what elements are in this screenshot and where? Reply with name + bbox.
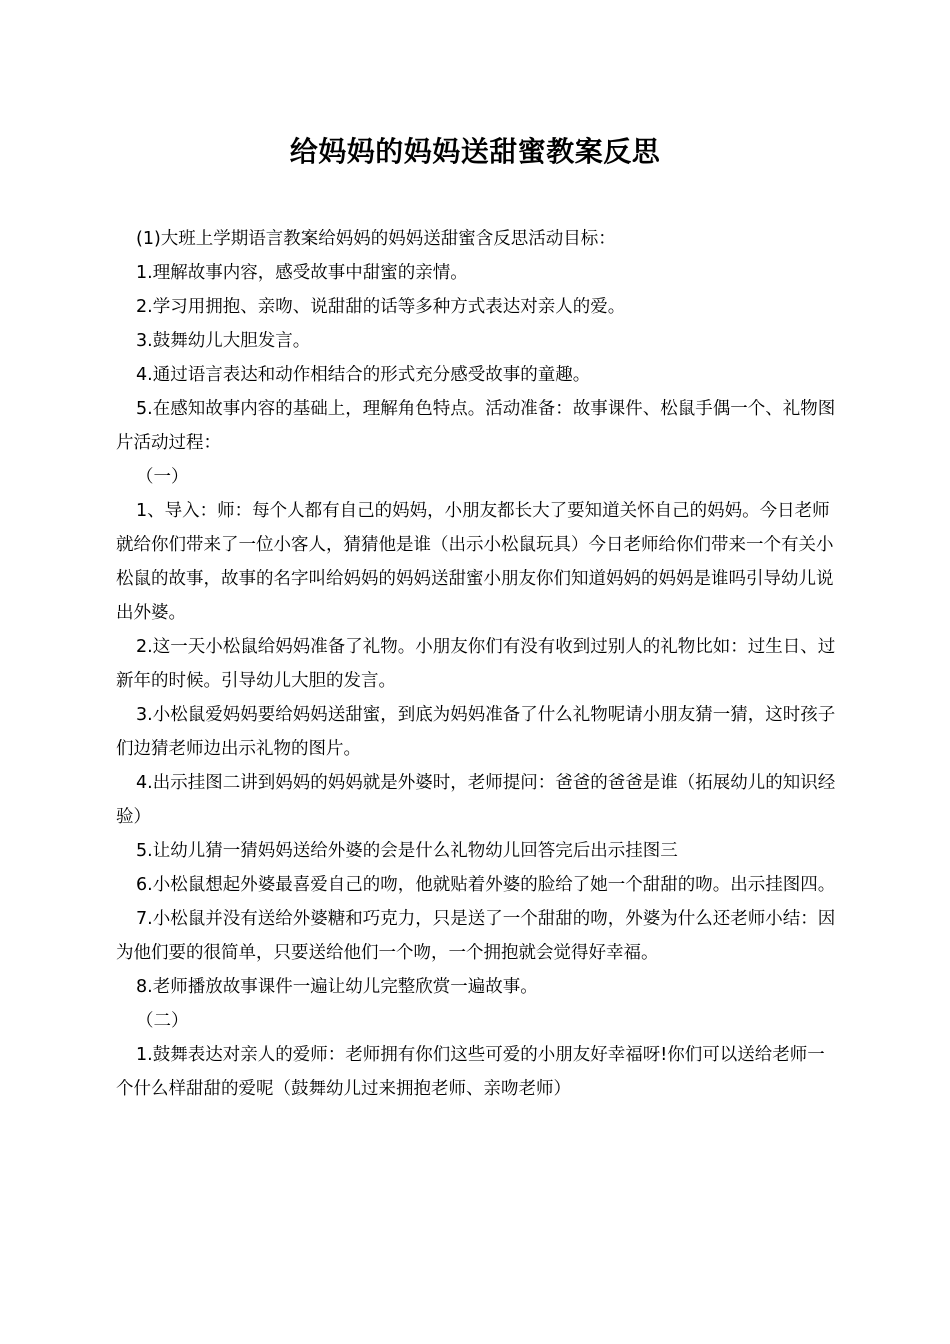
paragraph-step-7: 7.小松鼠并没有送给外婆糖和巧克力，只是送了一个甜甜的吻，外婆为什么还老师小结：因为他们要的很简单，只要送给他们一个吻，一个拥抱就会觉得好幸福。 <box>116 909 836 963</box>
paragraph-intro: (1)大班上学期语言教案给妈妈的妈妈送甜蜜含反思活动目标： <box>136 229 616 249</box>
paragraph-step-6: 6.小松鼠想起外婆最喜爱自己的吻，他就贴着外婆的脸给了她一个甜甜的吻。出示挂图四。 <box>136 875 836 895</box>
paragraph-step-4: 4.出示挂图二讲到妈妈的妈妈就是外婆时，老师提问：爸爸的爸爸是谁（拓展幼儿的知识经验） <box>116 773 836 827</box>
paragraph-step-3: 3.小松鼠爱妈妈要给妈妈送甜蜜，到底为妈妈准备了什么礼物呢请小朋友猜一猜，这时孩子们边猜老师边出示礼物的图片。 <box>116 705 836 759</box>
paragraph-step-2: 2.这一天小松鼠给妈妈准备了礼物。小朋友你们有没有收到过别人的礼物比如：过生日、过新年的时候。引导幼儿大胆的发言。 <box>116 637 836 691</box>
section-heading-1: （一） <box>136 467 189 487</box>
document-title: 给妈妈的妈妈送甜蜜教案反思 <box>289 135 661 168</box>
paragraph-goal-1: 1.理解故事内容，感受故事中甜蜜的亲情。 <box>136 263 468 283</box>
paragraph-step-5: 5.让幼儿猜一猜妈妈送给外婆的会是什么礼物幼儿回答完后出示挂图三 <box>136 841 678 861</box>
paragraph-goal-4: 4.通过语言表达和动作相结合的形式充分感受故事的童趣。 <box>136 365 591 385</box>
section-heading-2: （二） <box>136 1011 189 1031</box>
paragraph-goal-2: 2.学习用拥抱、亲吻、说甜甜的话等多种方式表达对亲人的爱。 <box>136 297 626 317</box>
paragraph-part2-step-1: 1.鼓舞表达对亲人的爱师：老师拥有你们这些可爱的小朋友好幸福呀!你们可以送给老师一个什么样甜甜的爱呢（鼓舞幼儿过来拥抱老师、亲吻老师） <box>116 1045 825 1099</box>
paragraph-goal-3: 3.鼓舞幼儿大胆发言。 <box>136 331 311 351</box>
paragraph-step-8: 8.老师播放故事课件一遍让幼儿完整欣赏一遍故事。 <box>136 977 538 997</box>
document-body <box>116 222 842 1106</box>
paragraph-step-1: 1、导入：师：每个人都有自己的妈妈，小朋友都长大了要知道关怀自己的妈妈。今日老师就给你们带来了一位小客人，猜猜他是谁（出示小松鼠玩具）今日老师给你们带来一个有关小松鼠的故事，故事的名字叫给妈妈的妈妈送甜蜜小朋友你们知道妈妈的妈妈是谁吗引导幼儿说出外婆。 <box>116 501 834 623</box>
paragraph-goal-5: 5.在感知故事内容的基础上，理解角色特点。活动准备：故事课件、松鼠手偶一个、礼物图片活动过程： <box>116 399 836 453</box>
